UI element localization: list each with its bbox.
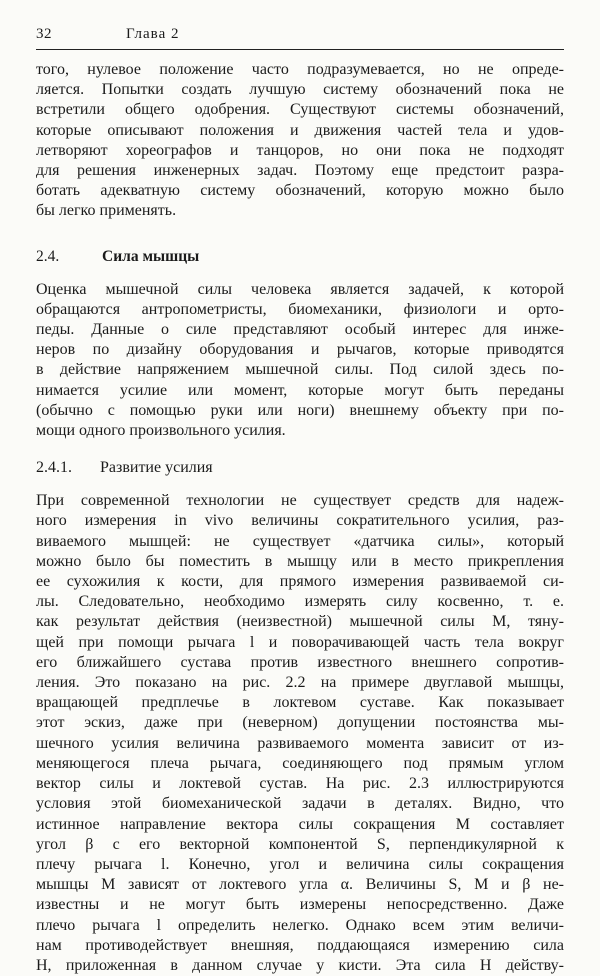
text-line: того, нулевое положение часто подразумевается, но не опреде- (36, 61, 564, 78)
section-heading (36, 248, 564, 266)
text-line: которые описывают положения и движения частей тела и удов- (36, 121, 564, 139)
book-page (36, 26, 564, 976)
text-line: плечо рычага l определить нелегко. Однако всем этим величи- (36, 916, 564, 934)
text-line: нам противодействует внешняя, поддающаяся измерению сила (36, 936, 564, 954)
text-line: педы. Данные о силе представляют особый интерес для инже- (36, 321, 564, 339)
paragraph-2 (36, 280, 564, 442)
text-line: ляется. Попытки создать лучшую систему обозначений пока не (36, 81, 564, 99)
running-header (36, 26, 564, 50)
text-line: встретили общего одобрения. Существуют системы обозначений, (36, 101, 564, 119)
text-line: (обычно с помощью руки или ноги) внешнему объекту при по- (36, 401, 564, 419)
section-title: Сила мышцы (102, 247, 200, 265)
text-line: его ближайшего сустава против известного внешнего сопротив- (36, 653, 564, 671)
text-line: Оценка мышечной силы человека является задачей, к которой (36, 280, 564, 298)
text-line: ее сухожилия к кости, для прямого измерения развиваемой си- (36, 573, 564, 591)
text-line: условия этой биомеханической задачи в деталях. Видно, что (36, 795, 564, 813)
text-line: угол β с его векторной компонентой S, перпендикулярной к (36, 835, 564, 853)
text-line: истинное направление вектора силы сокращения M составляет (36, 815, 564, 833)
subsection-heading (36, 459, 564, 477)
text-line: вращающей предплечье в локтевом суставе. Как показывает (36, 694, 564, 712)
text-line: виваемого мышцей: не существует «датчика силы», который (36, 532, 564, 550)
text-line: меняющегося плеча рычага, соединяющего под прямым углом (36, 754, 564, 772)
text-line: нимается усилие или момент, которые могут быть переданы (36, 381, 564, 399)
text-line: H, приложенная в данном случае у кисти. Эта сила H действу- (36, 956, 564, 974)
text-line: летворяют хореографов и танцоров, но они пока не подходят (36, 141, 564, 159)
text-line: шечного усилия величина развиваемого момента зависит от из- (36, 734, 564, 752)
page-number: 32 (36, 26, 52, 42)
text-line: При современной технологии не существует средств для надеж- (36, 492, 564, 510)
text-line: можно было бы поместить в мышцу или в место прикрепления (36, 552, 564, 570)
text-line: для решения инженерных задач. Поэтому еще предстоит разра- (36, 162, 564, 180)
text-line: неров по дизайну оборудования и рычагов, которые приводятся (36, 341, 564, 359)
text-line: этот эскиз, даже при (неверном) допущении постоянства мы- (36, 714, 564, 732)
text-line: мышцы M зависят от локтевого угла α. Величины S, M и β не- (36, 876, 564, 894)
section-number: 2.4. (36, 247, 60, 265)
text-line: известны и не могут быть измерены непосредственно. Даже (36, 896, 564, 914)
chapter-title: Глава 2 (126, 26, 180, 42)
text-line: ления. Это показано на рис. 2.2 на примере двуглавой мышцы, (36, 674, 564, 692)
text-line: плечу рычага l. Конечно, угол и величина силы сокращения (36, 855, 564, 873)
subsection-title: Развитие усилия (100, 459, 213, 477)
subsection-number: 2.4.1. (36, 459, 72, 477)
text-line: ботать адекватную систему обозначений, которую можно было (36, 182, 564, 200)
text-line: мощи одного произвольного усилия. (36, 422, 286, 440)
text-line: обращаются антропометристы, биомеханики, физиологи и орто- (36, 300, 564, 318)
text-line: лы. Следовательно, необходимо измерять силу косвенно, т. е. (36, 593, 564, 611)
text-line: ного измерения in vivo величины сократительного усилия, раз- (36, 512, 564, 530)
paragraph-3 (36, 491, 564, 976)
text-line: вектор силы и локтевой сустав. На рис. 2.3 иллюстрируются (36, 775, 564, 793)
paragraph-1 (36, 60, 564, 222)
text-line: бы легко применять. (36, 202, 177, 220)
text-line: щей при помощи рычага l и поворачивающей часть тела вокруг (36, 633, 564, 651)
text-line: в действие напряжением мышечной силы. Под силой здесь по- (36, 361, 564, 379)
text-line: как результат действия (неизвестной) мышечной силы M, тяну- (36, 613, 564, 631)
